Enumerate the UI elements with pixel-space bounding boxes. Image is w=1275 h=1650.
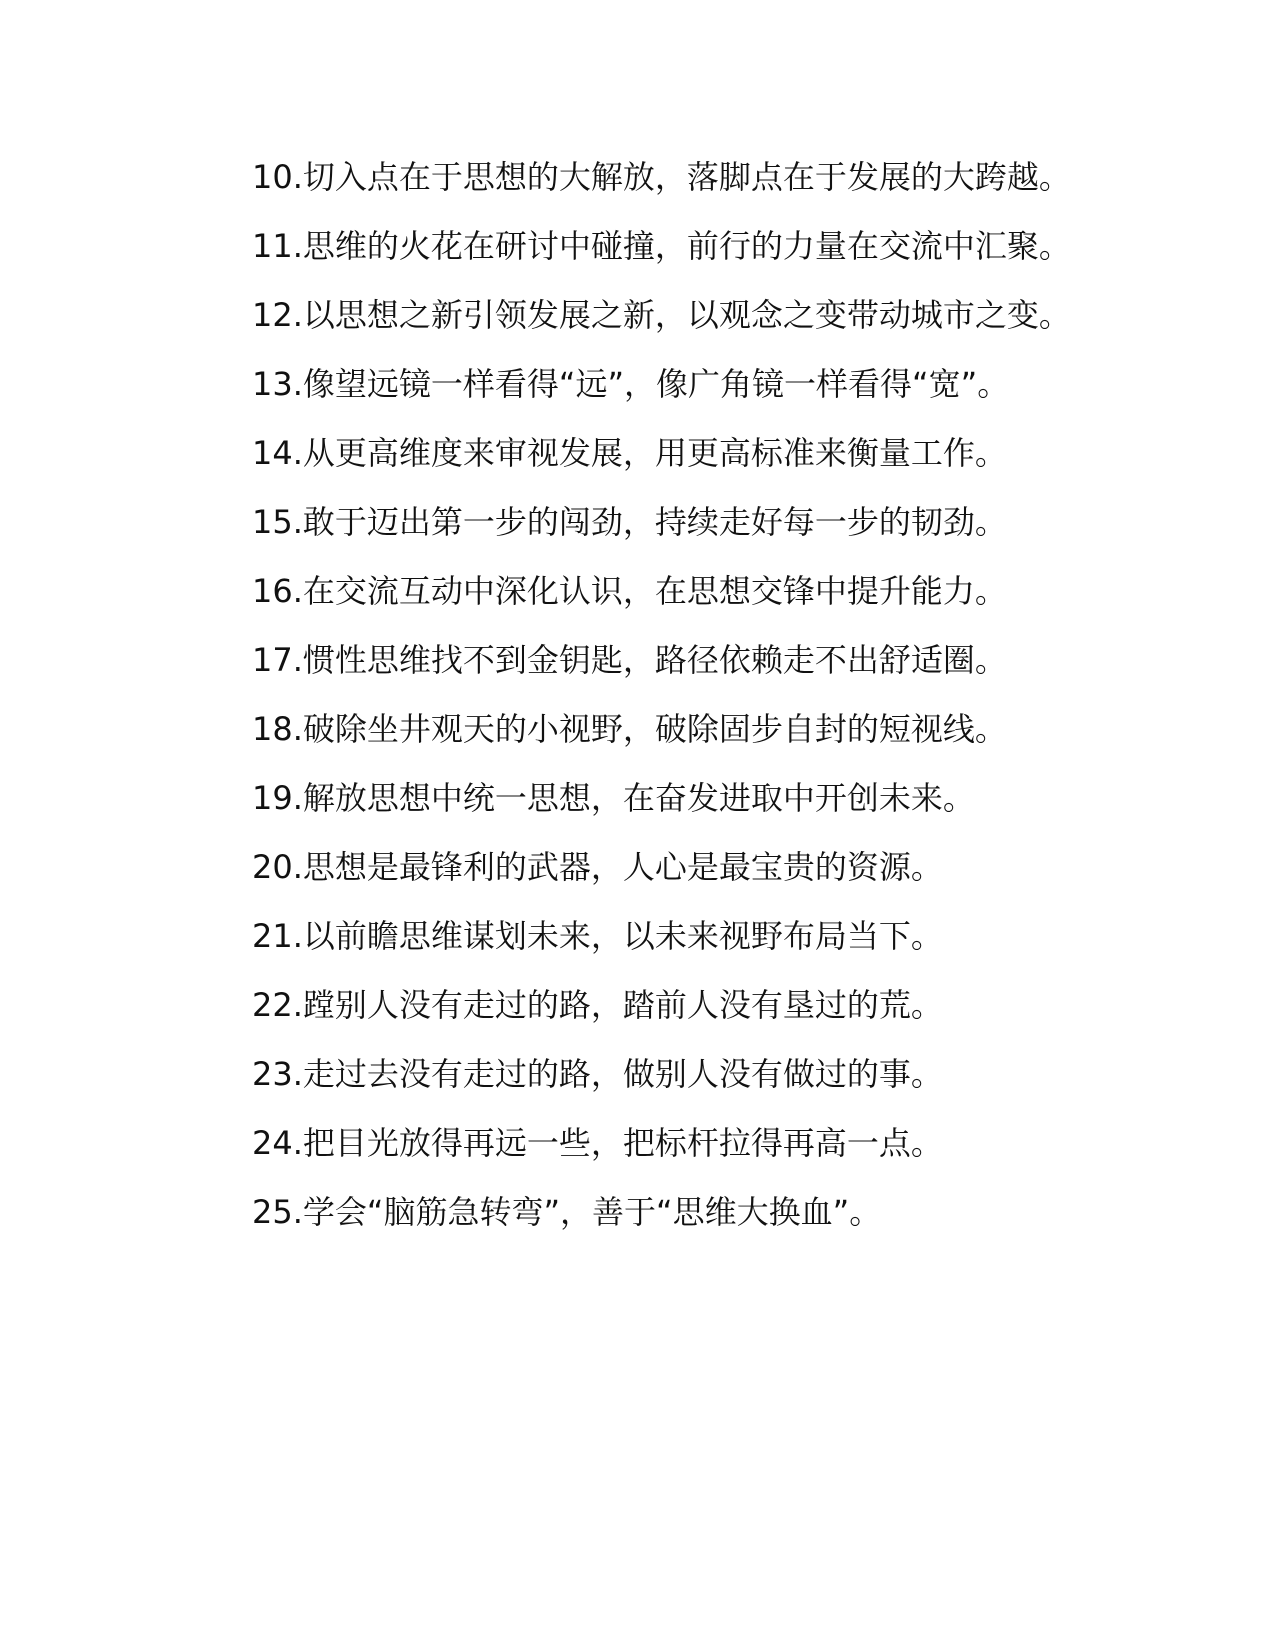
list-item: 13.像望远镜一样看得“远”，像广角镜一样看得“宽”。 — [252, 365, 1010, 403]
list-item: 14.从更高维度来审视发展，用更高标准来衡量工作。 — [252, 434, 1007, 472]
list-item: 12.以思想之新引领发展之新，以观念之变带动城市之变。 — [252, 296, 1071, 334]
list-item: 18.破除坐井观天的小视野，破除固步自封的短视线。 — [252, 710, 1007, 748]
list-item: 10.切入点在于思想的大解放，落脚点在于发展的大跨越。 — [252, 158, 1071, 196]
list-item: 15.敢于迈出第一步的闯劲，持续走好每一步的韧劲。 — [252, 503, 1007, 541]
list-item: 23.走过去没有走过的路，做别人没有做过的事。 — [252, 1055, 943, 1093]
list-item: 25.学会“脑筋急转弯”，善于“思维大换血”。 — [252, 1193, 882, 1231]
list-item: 24.把目光放得再远一些，把标杆拉得再高一点。 — [252, 1124, 943, 1162]
list-item: 20.思想是最锋利的武器，人心是最宝贵的资源。 — [252, 848, 943, 886]
list-item: 11.思维的火花在研讨中碰撞，前行的力量在交流中汇聚。 — [252, 227, 1071, 265]
document-body — [186, 148, 1096, 1252]
list-item: 16.在交流互动中深化认识，在思想交锋中提升能力。 — [252, 572, 1007, 610]
list-item: 19.解放思想中统一思想，在奋发进取中开创未来。 — [252, 779, 975, 817]
list-item: 17.惯性思维找不到金钥匙，路径依赖走不出舒适圈。 — [252, 641, 1007, 679]
list-item: 22.蹚别人没有走过的路，踏前人没有垦过的荒。 — [252, 986, 943, 1024]
list-item: 21.以前瞻思维谋划未来，以未来视野布局当下。 — [252, 917, 943, 955]
